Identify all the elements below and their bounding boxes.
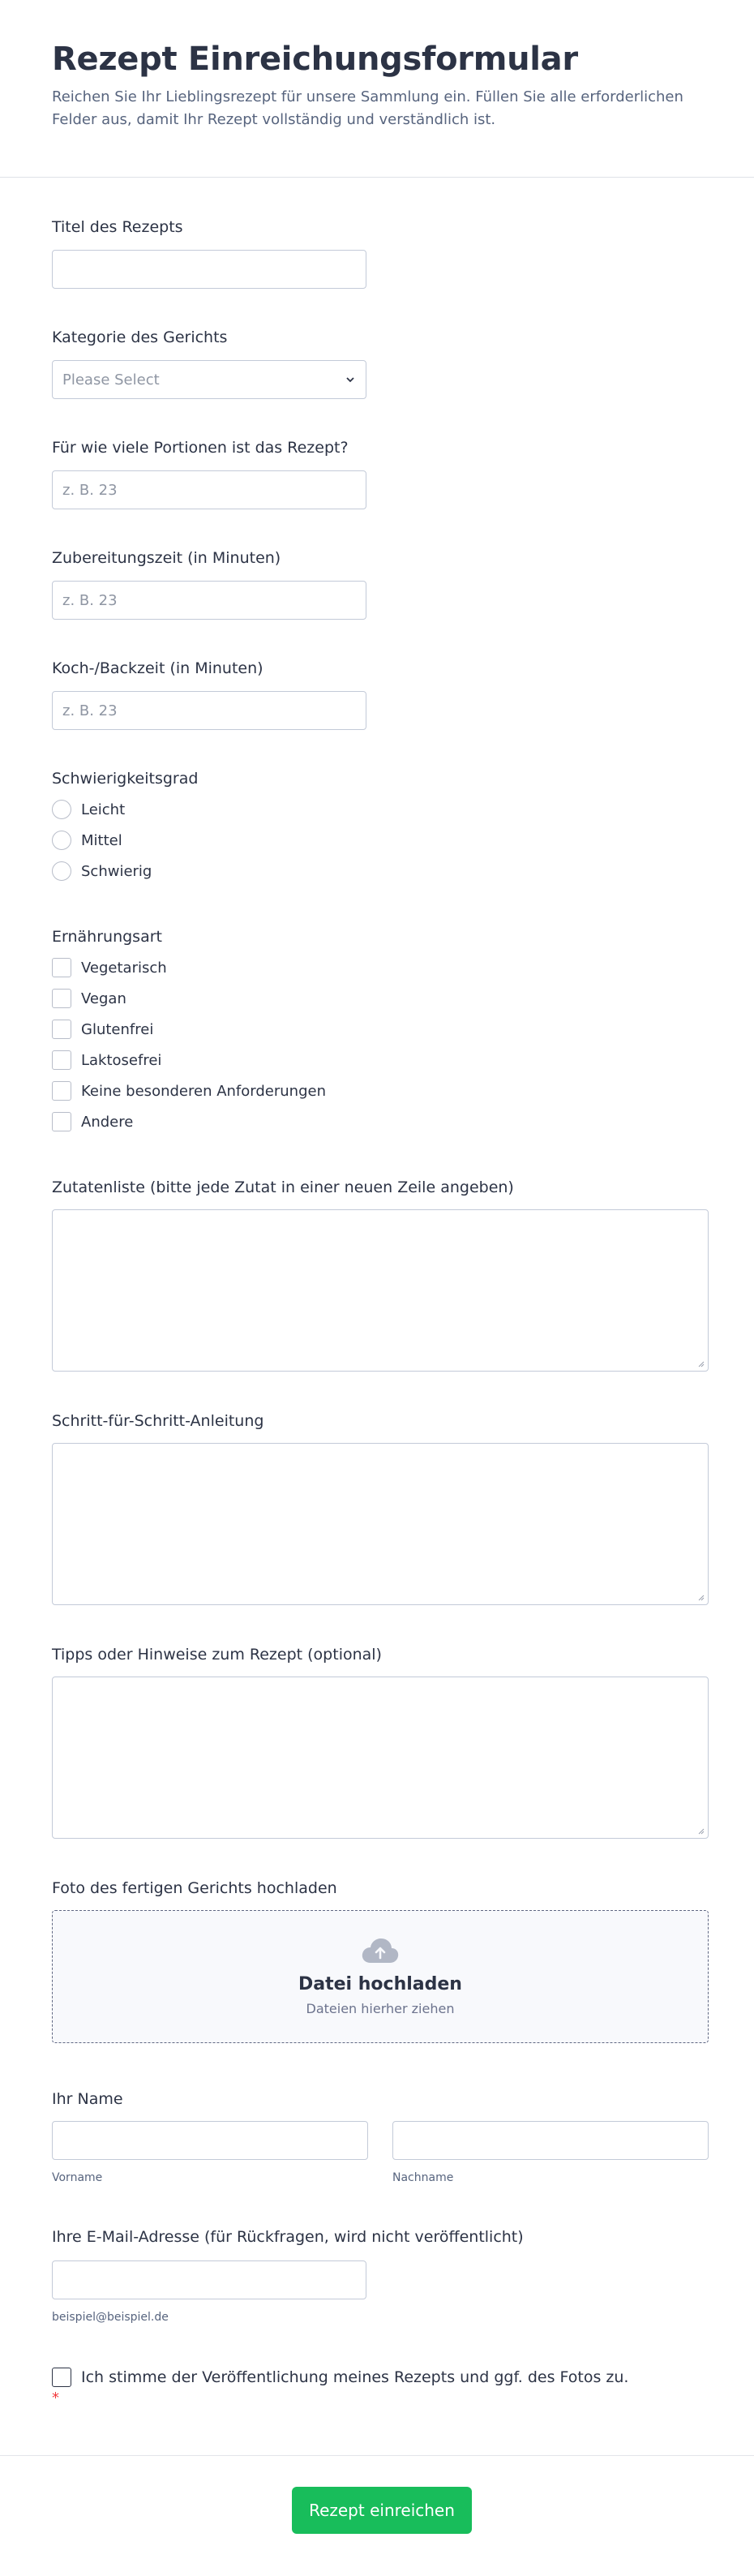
name-label: Ihr Name <box>52 2090 123 2108</box>
upload-subtitle: Dateien hierher ziehen <box>306 2001 455 2016</box>
title-input[interactable] <box>52 250 366 289</box>
diet-option-glutenfrei[interactable] <box>52 1014 326 1045</box>
field-ingredients <box>52 1179 709 1372</box>
field-email <box>52 2228 524 2324</box>
field-prep-time <box>52 549 366 620</box>
field-diet <box>52 928 326 1137</box>
cloud-upload-icon <box>361 1937 400 1964</box>
ingredients-label: Zutatenliste (bitte jede Zutat in einer neuen Zeile angeben) <box>52 1179 514 1196</box>
difficulty-options <box>52 794 198 887</box>
resize-grip-icon[interactable] <box>696 1827 705 1835</box>
form-body <box>0 178 754 2454</box>
file-upload-dropzone[interactable] <box>52 1910 709 2043</box>
prep-time-input[interactable] <box>52 581 366 620</box>
difficulty-option-mittel[interactable] <box>52 825 198 856</box>
option-label: Vegetarisch <box>81 959 167 977</box>
last-name-col <box>392 2121 709 2184</box>
difficulty-option-leicht[interactable] <box>52 794 198 825</box>
ingredients-textarea[interactable] <box>52 1209 709 1372</box>
tips-label: Tipps oder Hinweise zum Rezept (optional) <box>52 1646 382 1664</box>
title-label: Titel des Rezepts <box>52 218 183 236</box>
option-label: Glutenfrei <box>81 1020 154 1038</box>
radio-button[interactable] <box>52 800 71 819</box>
field-portions <box>52 439 366 509</box>
cook-time-input[interactable] <box>52 691 366 730</box>
steps-textarea[interactable] <box>52 1443 709 1605</box>
option-label: Leicht <box>81 801 126 818</box>
option-label: Andere <box>81 1113 134 1131</box>
radio-button[interactable] <box>52 861 71 881</box>
email-input[interactable] <box>52 2260 366 2299</box>
diet-option-vegetarisch[interactable] <box>52 952 326 983</box>
diet-label: Ernährungsart <box>52 928 162 946</box>
checkbox[interactable] <box>52 1112 71 1131</box>
checkbox[interactable] <box>52 1020 71 1039</box>
consent-row[interactable] <box>52 2365 628 2389</box>
field-steps <box>52 1412 709 1605</box>
field-cook-time <box>52 659 366 730</box>
portions-label: Für wie viele Portionen ist das Rezept? <box>52 439 349 457</box>
submit-button[interactable]: Rezept einreichen <box>292 2487 472 2534</box>
prep-time-placeholder: z. B. 23 <box>62 591 118 609</box>
field-photo <box>52 1879 709 2043</box>
diet-option-laktosefrei[interactable] <box>52 1045 326 1075</box>
chevron-down-icon <box>345 374 356 385</box>
required-mark: * <box>52 2389 59 2406</box>
diet-options <box>52 952 326 1137</box>
checkbox[interactable] <box>52 1050 71 1070</box>
checkbox[interactable] <box>52 989 71 1008</box>
field-title <box>52 218 366 289</box>
checkbox[interactable] <box>52 1081 71 1101</box>
last-name-sublabel: Nachname <box>392 2171 454 2184</box>
email-sublabel: beispiel@beispiel.de <box>52 2311 169 2324</box>
prep-time-label: Zubereitungszeit (in Minuten) <box>52 549 281 567</box>
diet-option-keine[interactable] <box>52 1075 326 1106</box>
first-name-sublabel: Vorname <box>52 2171 103 2184</box>
option-label: Schwierig <box>81 862 152 880</box>
form-title: Rezept Einreichungsformular <box>52 41 578 78</box>
radio-button[interactable] <box>52 831 71 850</box>
field-category <box>52 328 366 399</box>
category-select[interactable] <box>52 360 366 399</box>
resize-grip-icon[interactable] <box>696 1359 705 1367</box>
last-name-input[interactable] <box>392 2121 709 2160</box>
field-name <box>52 2090 709 2184</box>
steps-label: Schritt-für-Schritt-Anleitung <box>52 1412 264 1430</box>
consent-label: Ich stimme der Veröffentlichung meines Rezepts und ggf. des Fotos zu. <box>81 2368 629 2386</box>
name-row <box>52 2121 709 2184</box>
field-tips <box>52 1646 709 1839</box>
upload-title: Datei hochladen <box>298 1974 462 1994</box>
portions-placeholder: z. B. 23 <box>62 481 118 499</box>
difficulty-option-schwierig[interactable] <box>52 856 198 887</box>
diet-option-andere[interactable] <box>52 1106 326 1137</box>
form-footer <box>0 2455 754 2576</box>
consent-checkbox[interactable] <box>52 2368 71 2387</box>
diet-option-vegan[interactable] <box>52 983 326 1014</box>
portions-input[interactable] <box>52 470 366 509</box>
tips-textarea[interactable] <box>52 1677 709 1839</box>
field-difficulty <box>52 770 198 887</box>
option-label: Mittel <box>81 831 122 849</box>
resize-grip-icon[interactable] <box>696 1593 705 1601</box>
option-label: Laktosefrei <box>81 1051 162 1069</box>
photo-label: Foto des fertigen Gerichts hochladen <box>52 1879 337 1897</box>
category-placeholder: Please Select <box>62 371 160 389</box>
cook-time-placeholder: z. B. 23 <box>62 702 118 719</box>
checkbox[interactable] <box>52 958 71 977</box>
first-name-col <box>52 2121 368 2184</box>
email-label: Ihre E-Mail-Adresse (für Rückfragen, wird nicht veröffentlicht) <box>52 2228 524 2246</box>
option-label: Vegan <box>81 990 126 1007</box>
cook-time-label: Koch-/Backzeit (in Minuten) <box>52 659 263 677</box>
field-consent <box>52 2365 628 2406</box>
category-label: Kategorie des Gerichts <box>52 328 228 346</box>
difficulty-label: Schwierigkeitsgrad <box>52 770 199 788</box>
first-name-input[interactable] <box>52 2121 368 2160</box>
form-header <box>0 0 754 178</box>
form-description: Reichen Sie Ihr Lieblingsrezept für unsere Sammlung ein. Füllen Sie alle erforderlichen Felder aus, damit Ihr Rezept vollständig und verständlich ist. <box>52 88 683 128</box>
option-label: Keine besonderen Anforderungen <box>81 1082 326 1100</box>
